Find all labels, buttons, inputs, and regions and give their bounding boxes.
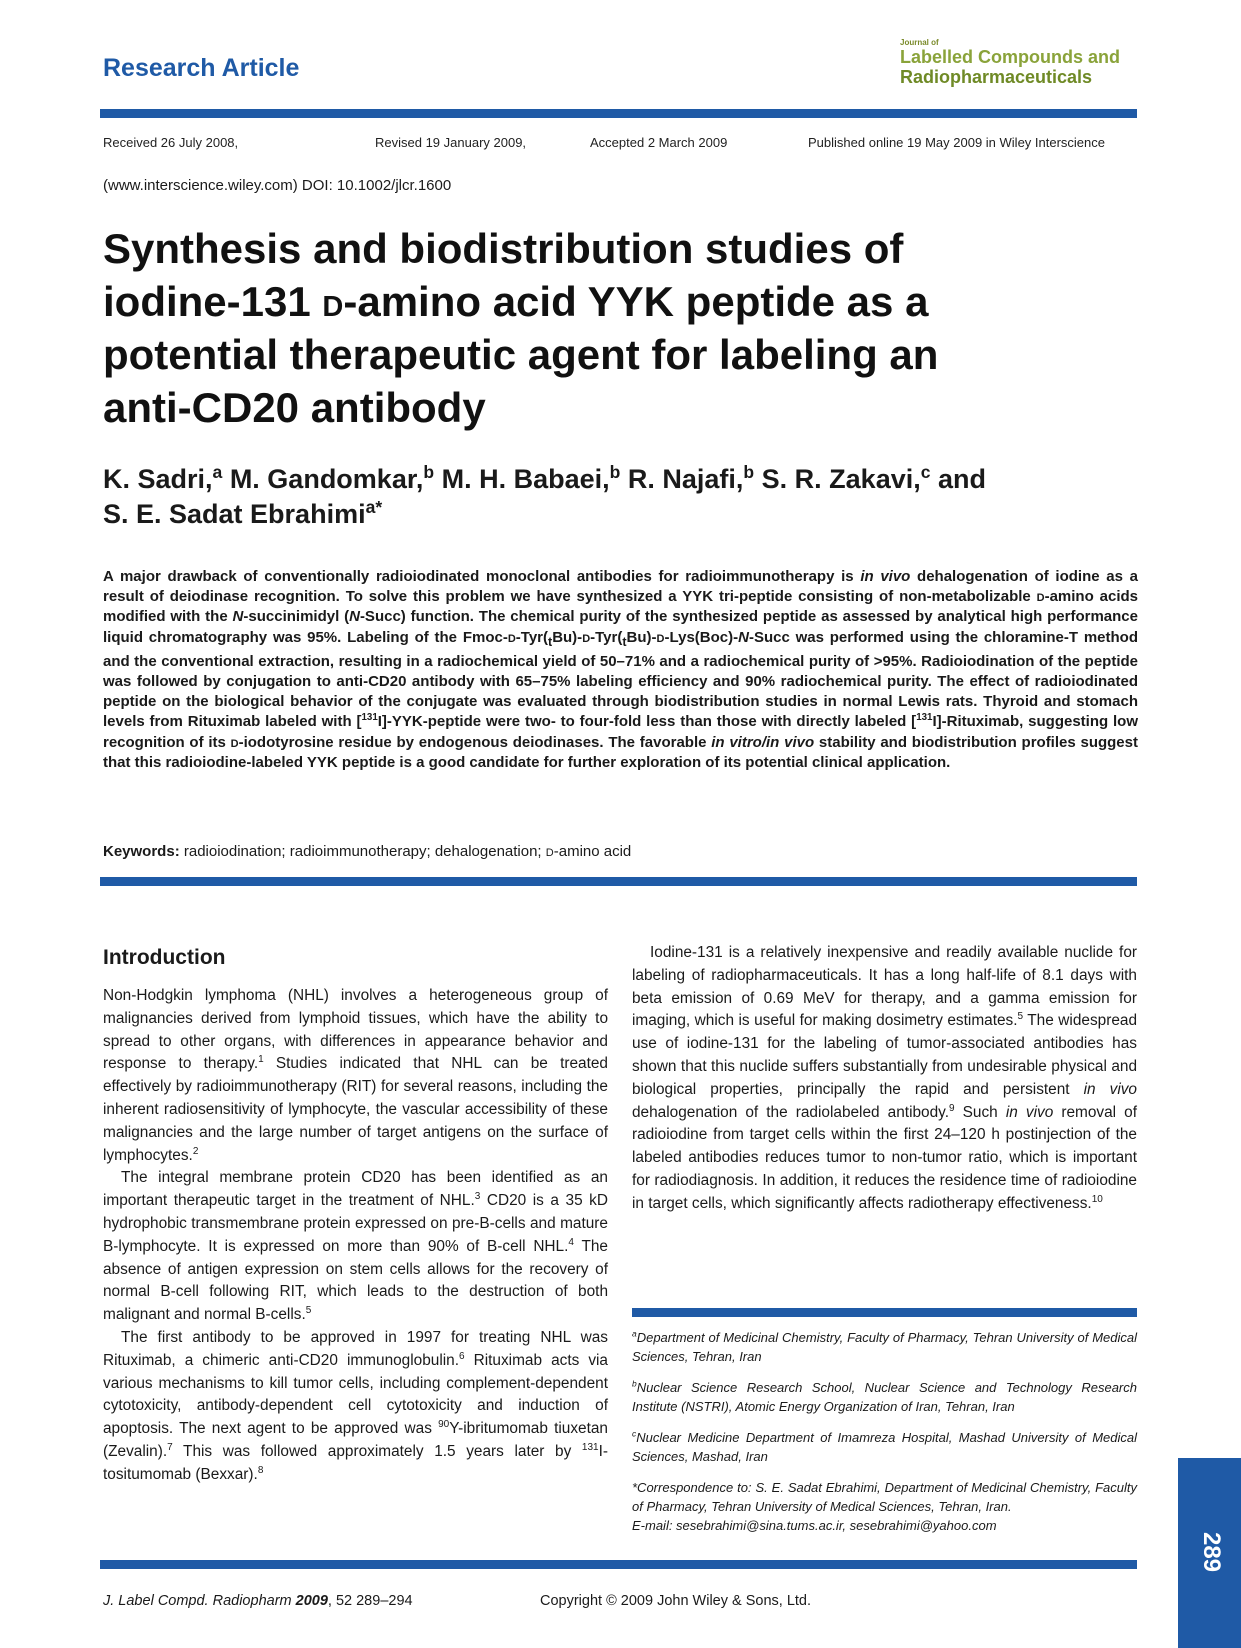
abstract-text: -Succ) function. The chemical purity of the synthesized peptide as assessed by analytical high performance liquid chromatography was 95%. Labeling of the Fmoc- — [103, 608, 1138, 646]
abstract-italic: N — [349, 608, 360, 626]
affiliation-mark: c — [632, 1428, 637, 1439]
citation-mark: 6 — [459, 1350, 465, 1362]
author-affiliation-mark: a* — [365, 497, 383, 517]
abstract-text: -Succ was performed using the chloramine-T method and the conventional extraction, resulting in a radiochemical yield of 50–71% and a radiochemical purity of >95%. Radioiodination of the peptide was followed by conjugation to anti-CD20 antibody with 65–75% labeling efficiency and 90% radiochemical purity. The effect of radioiodinated peptide on the biological behavior of the conjugate was evaluated through biodistribution studies in normal Lewis rats. Thyroid and stomach levels from Rituximab labeled with [ — [103, 628, 1138, 731]
citation-mark: 5 — [1017, 1011, 1024, 1023]
keywords-rule — [100, 877, 1137, 886]
author: S. R. Zakavi, — [761, 464, 921, 494]
paragraph-italic: in vivo — [1005, 1103, 1054, 1121]
title-line-1: Synthesis and biodistribution studies of — [103, 225, 904, 272]
citation-mark: 4 — [568, 1236, 574, 1248]
keywords — [103, 843, 631, 860]
paragraph — [103, 985, 608, 1167]
abstract-italic: N — [232, 608, 244, 626]
author-affiliation-mark: b — [743, 462, 755, 482]
paragraph-text: Non-Hodgkin lymphoma (NHL) involves a heterogeneous group of malignancies derived from lymphoid tissues, which have the ability to spread to other organs, with differences in appearance behavior and response to therapy. — [103, 987, 608, 1073]
paragraph-text: CD20 is a 35 kD hydrophobic transmembrane protein expressed on pre-B-cells and mature B-lymphocyte. It is expressed on more than 90% of B-cell NHL. — [103, 1192, 608, 1255]
abstract-text: -amino acids modified with the — [103, 588, 1138, 626]
author: K. Sadri, — [103, 464, 213, 494]
keywords-tail: -amino acid — [553, 843, 632, 860]
paragraph — [103, 1167, 608, 1327]
author: M. H. Babaei, — [441, 464, 610, 494]
keywords-small-caps: d — [545, 843, 554, 860]
paragraph-text: This was followed approximately 1.5 years later by — [172, 1442, 582, 1460]
affiliation-text: Nuclear Science Research School, Nuclear Science and Technology Research Institute (NSTRI), Atomic Energy Organization of Iran, Tehran, Iran — [632, 1380, 1137, 1414]
author-affiliation-mark: b — [423, 462, 435, 482]
abstract-small-caps: d — [507, 628, 516, 646]
accepted-date: Accepted 2 March 2009 — [590, 135, 728, 150]
paragraph-text: The absence of antigen expression on stem cells allows for the recovery of normal B-cell following RIT, which leads to the destruction of both malignant and normal B-cells. — [103, 1237, 608, 1324]
footer-citation — [103, 1593, 413, 1609]
abstract-subscript: t — [548, 634, 553, 649]
abstract-italic: N — [738, 628, 749, 646]
page-number: 289 — [1198, 1531, 1225, 1573]
title-line-2-sc: d — [322, 278, 344, 325]
abstract-subscript: t — [622, 634, 627, 649]
paragraph-text: Studies indicated that NHL can be treated effectively by radioimmunotherapy (RIT) for several reasons, including the inherent radiosensitivity of lymphocyte, the vascular accessibility of these malignancies and the large number of target antigens on the surface of lymphocytes. — [103, 1055, 608, 1164]
author: M. Gandomkar, — [229, 464, 424, 494]
paragraph-text: The widespread use of iodine-131 for the labeling of tumor-associated antibodies has shown that this nuclide suffers substantially from undesirable physical and biological properties, principally the rapid and persistent — [632, 1012, 1137, 1098]
affiliation-b — [632, 1378, 1137, 1416]
footer-pages: , 52 289–294 — [327, 1593, 413, 1609]
affiliation-mark: a — [632, 1328, 637, 1339]
affiliations-rule — [632, 1308, 1137, 1317]
isotope-mark: 90 — [438, 1419, 450, 1431]
citation-mark: 10 — [1091, 1193, 1103, 1205]
author: S. E. Sadat Ebrahimi — [103, 499, 366, 529]
top-rule — [100, 109, 1137, 118]
keywords-label: Keywords: — [103, 843, 180, 860]
title-line-4: anti-CD20 antibody — [103, 384, 486, 431]
paragraph-text: Iodine-131 is a relatively inexpensive and readily available nuclide for labeling of radiopharmaceuticals. It has a long half-life of 8.1 days with beta emission of 0.69 MeV for therapy, and a gamma emission for imaging, which is useful for making dosimetry estimates. — [632, 944, 1137, 1030]
author-affiliation-mark: b — [609, 462, 621, 482]
abstract-text: I]-YYK-peptide were two- to four-fold less than those with directly labeled [ — [377, 713, 917, 731]
citation-mark: 5 — [305, 1305, 312, 1317]
correspondence-text: *Correspondence to: S. E. Sadat Ebrahimi, Department of Medicinal Chemistry, Faculty of Pharmacy, Tehran University of Medical Sciences, Tehran, Iran. — [632, 1480, 1137, 1514]
author-conjunction: and — [938, 464, 987, 494]
abstract-small-caps: d — [582, 628, 591, 646]
isotope-mark: 131 — [581, 1441, 599, 1453]
paragraph — [632, 942, 1137, 1216]
abstract-text: -Tyr( — [590, 628, 623, 646]
title-line-2-post: -amino acid YYK peptide as a — [343, 278, 929, 325]
abstract-text: dehalogenation of iodine as a result of deiodinase recognition. To solve this problem we have synthesized a YYK tri-peptide consisting of non-metabolizable — [103, 568, 1138, 606]
paragraph-text: The integral membrane protein CD20 has been identified as an important therapeutic target in the treatment of NHL. — [103, 1169, 608, 1210]
citation-mark: 3 — [474, 1191, 481, 1203]
revised-date: Revised 19 January 2009, — [375, 135, 527, 150]
abstract-text: stability and biodistribution profiles suggest that this radioiodine-labeled YYK peptide is a good candidate for further exploration of its potential clinical application. — [103, 733, 1138, 771]
paragraph-text: I-tositumomab (Bexxar). — [103, 1442, 608, 1483]
abstract-superscript: 131 — [361, 712, 378, 724]
abstract-text: I]-Rituximab, suggesting low recognition of its — [103, 713, 1139, 751]
journal-logo-line2: Radiopharmaceuticals — [900, 67, 1093, 87]
paragraph-italic: in vivo — [1083, 1080, 1137, 1098]
citation-mark: 1 — [258, 1054, 264, 1066]
paragraph-text: Such — [954, 1103, 1006, 1121]
correspondence — [632, 1478, 1137, 1535]
received-date: Received 26 July 2008, — [103, 135, 239, 150]
affiliation-c — [632, 1428, 1137, 1466]
abstract-italic: in vitro/in vivo — [711, 733, 815, 751]
abstract-small-caps: d — [1036, 588, 1045, 606]
paragraph-text: Y-ibritumomab tiuxetan (Zevalin). — [103, 1420, 608, 1460]
abstract-text: -Lys(Boc)- — [664, 628, 739, 646]
paragraph-text: dehalogenation of the radiolabeled antibody. — [632, 1103, 950, 1121]
author-affiliation-mark: c — [920, 462, 931, 482]
abstract-text: A major drawback of conventionally radioiodinated monoclonal antibodies for radioimmunotherapy is — [103, 568, 861, 585]
title-line-2-pre: iodine-131 — [103, 278, 323, 325]
correspondence-email[interactable]: E-mail: sesebrahimi@sina.tums.ac.ir, sesebrahimi@yahoo.com — [632, 1518, 997, 1533]
citation-mark: 7 — [167, 1441, 173, 1453]
abstract-text: -iodotyrosine residue by endogenous deiodinases. The favorable — [238, 733, 712, 751]
doi: (www.interscience.wiley.com) DOI: 10.1002/jlcr.1600 — [103, 177, 452, 194]
abstract-small-caps: d — [656, 628, 665, 646]
abstract-text: Bu)- — [552, 628, 583, 646]
journal-logo — [900, 38, 1130, 87]
section-label: Research Article — [103, 54, 300, 82]
abstract-text: -Tyr( — [515, 628, 549, 646]
affiliation-text: Department of Medicinal Chemistry, Faculty of Pharmacy, Tehran University of Medical Sciences, Tehran, Iran — [632, 1330, 1137, 1364]
footer-year: 2009 — [295, 1593, 328, 1609]
affiliation-a — [632, 1328, 1137, 1366]
body-column-right — [632, 942, 1137, 1216]
section-heading-introduction: Introduction — [103, 946, 226, 969]
author: R. Najafi, — [627, 464, 744, 494]
abstract — [103, 567, 1138, 773]
journal-logo-of: Journal of — [900, 38, 939, 47]
abstract-italic: in vivo — [860, 568, 911, 585]
footer-copyright: Copyright © 2009 John Wiley & Sons, Ltd. — [540, 1593, 812, 1609]
title-line-3: potential therapeutic agent for labeling an — [103, 331, 939, 378]
journal-logo-line1: Labelled Compounds and — [900, 47, 1121, 67]
author-affiliation-mark: a — [212, 462, 223, 482]
keywords-text: radioiodination; radioimmunotherapy; dehalogenation; — [179, 843, 546, 860]
affiliation-mark: b — [632, 1378, 637, 1389]
abstract-small-caps: d — [230, 733, 239, 751]
paragraph-text: removal of radioiodine from target cells within the first 24–120 h postinjection of the labeled antibodies reduces tumor to non-tumor ratio, which is important for radiodiagnosis. In addition, it reduces the residence time of radioiodine in target cells, which significantly affects radiotherapy effectiveness. — [632, 1103, 1137, 1212]
citation-mark: 2 — [192, 1145, 199, 1157]
published-date: Published online 19 May 2009 in Wiley Interscience — [808, 135, 1106, 150]
footer-rule — [100, 1560, 1137, 1569]
affiliation-text: Nuclear Medicine Department of Imamreza Hospital, Mashad University of Medical Sciences, Mashad, Iran — [632, 1430, 1137, 1464]
author-list — [103, 462, 1153, 532]
page-tab — [1178, 1458, 1241, 1648]
paragraph-text: Rituximab acts via various mechanisms to kill tumor cells, including complement-dependent cytotoxicity, antibody-dependent cell cytotoxicity and induction of apoptosis. The next agent to be approved was — [103, 1351, 608, 1438]
citation-mark: 8 — [257, 1464, 264, 1476]
abstract-superscript: 131 — [916, 712, 933, 724]
abstract-text: -succinimidyl ( — [243, 608, 350, 626]
footer-journal: J. Label Compd. Radiopharm — [103, 1593, 296, 1609]
paragraph — [103, 1327, 608, 1487]
title-line-2 — [103, 275, 1153, 328]
article-title — [103, 222, 1153, 434]
paragraph-text: The first antibody to be approved in 1997 for treating NHL was Rituximab, a chimeric anti-CD20 immunoglobulin. — [103, 1328, 608, 1369]
affiliations — [632, 1328, 1137, 1535]
citation-mark: 9 — [949, 1102, 955, 1114]
body-column-left — [103, 985, 608, 1487]
abstract-text: Bu)- — [626, 628, 657, 646]
